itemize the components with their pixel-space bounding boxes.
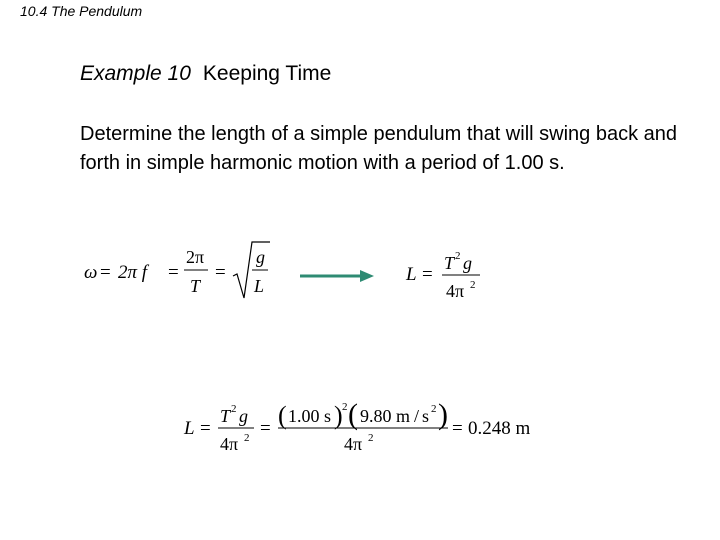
length-symbol: L	[406, 264, 417, 285]
open-paren: (	[348, 398, 358, 431]
gravity-value: 9.80 m	[360, 406, 411, 426]
seconds-exponent: 2	[431, 403, 437, 415]
open-paren: (	[278, 401, 287, 430]
four-pi: 4π	[446, 281, 465, 301]
equals-sign: =	[260, 418, 271, 439]
equals-sign: =	[422, 264, 433, 285]
gravity-unit-denominator: s	[422, 406, 430, 426]
equals-sign: =	[168, 262, 179, 283]
sqrt-numerator: g	[256, 247, 265, 267]
gravity-symbol: g	[463, 253, 472, 273]
numeric-substitution-equation	[182, 398, 542, 458]
period-exponent: 2	[231, 403, 237, 415]
angular-frequency-equation	[82, 238, 272, 304]
length-symbol: L	[184, 418, 195, 439]
result-value: 0.248 m	[468, 418, 531, 439]
equals-sign: =	[452, 418, 463, 439]
pi-exponent: 2	[470, 279, 476, 291]
section-label: 10.4 The Pendulum	[20, 3, 143, 19]
period-value: 1.00 s	[288, 406, 332, 426]
length-formula	[404, 248, 484, 304]
period-value-exponent: 2	[342, 401, 348, 413]
close-paren: )	[334, 401, 343, 430]
omega-symbol: ω	[84, 262, 98, 283]
example-title: Keeping Time	[202, 62, 332, 85]
period-exponent: 2	[455, 250, 461, 262]
equals-sign: =	[100, 262, 111, 283]
gravity-symbol: g	[239, 406, 248, 426]
problem-statement: Determine the length of a simple pendulum that will swing back and forth in simple harmonic motion with a period of 1.00 s.	[80, 123, 677, 174]
equals-sign: =	[200, 418, 211, 439]
example-heading	[80, 62, 331, 86]
denominator-four-pi: 4π	[344, 434, 363, 454]
pi-exponent: 2	[368, 432, 374, 444]
right-arrow-icon	[298, 266, 378, 286]
pi-exponent: 2	[244, 432, 250, 444]
two-pi-f: 2π f	[118, 262, 148, 283]
fraction-denominator: T	[190, 276, 201, 296]
period-symbol: T	[220, 406, 231, 426]
period-symbol: T	[444, 253, 455, 273]
close-paren: )	[438, 398, 448, 431]
denominator-four-pi: 4π	[220, 434, 239, 454]
equals-sign: =	[215, 262, 226, 283]
unit-slash: /	[414, 406, 420, 426]
example-number: Example 10	[80, 62, 191, 85]
sqrt-denominator: L	[254, 276, 265, 296]
fraction-numerator: 2π	[186, 247, 205, 267]
